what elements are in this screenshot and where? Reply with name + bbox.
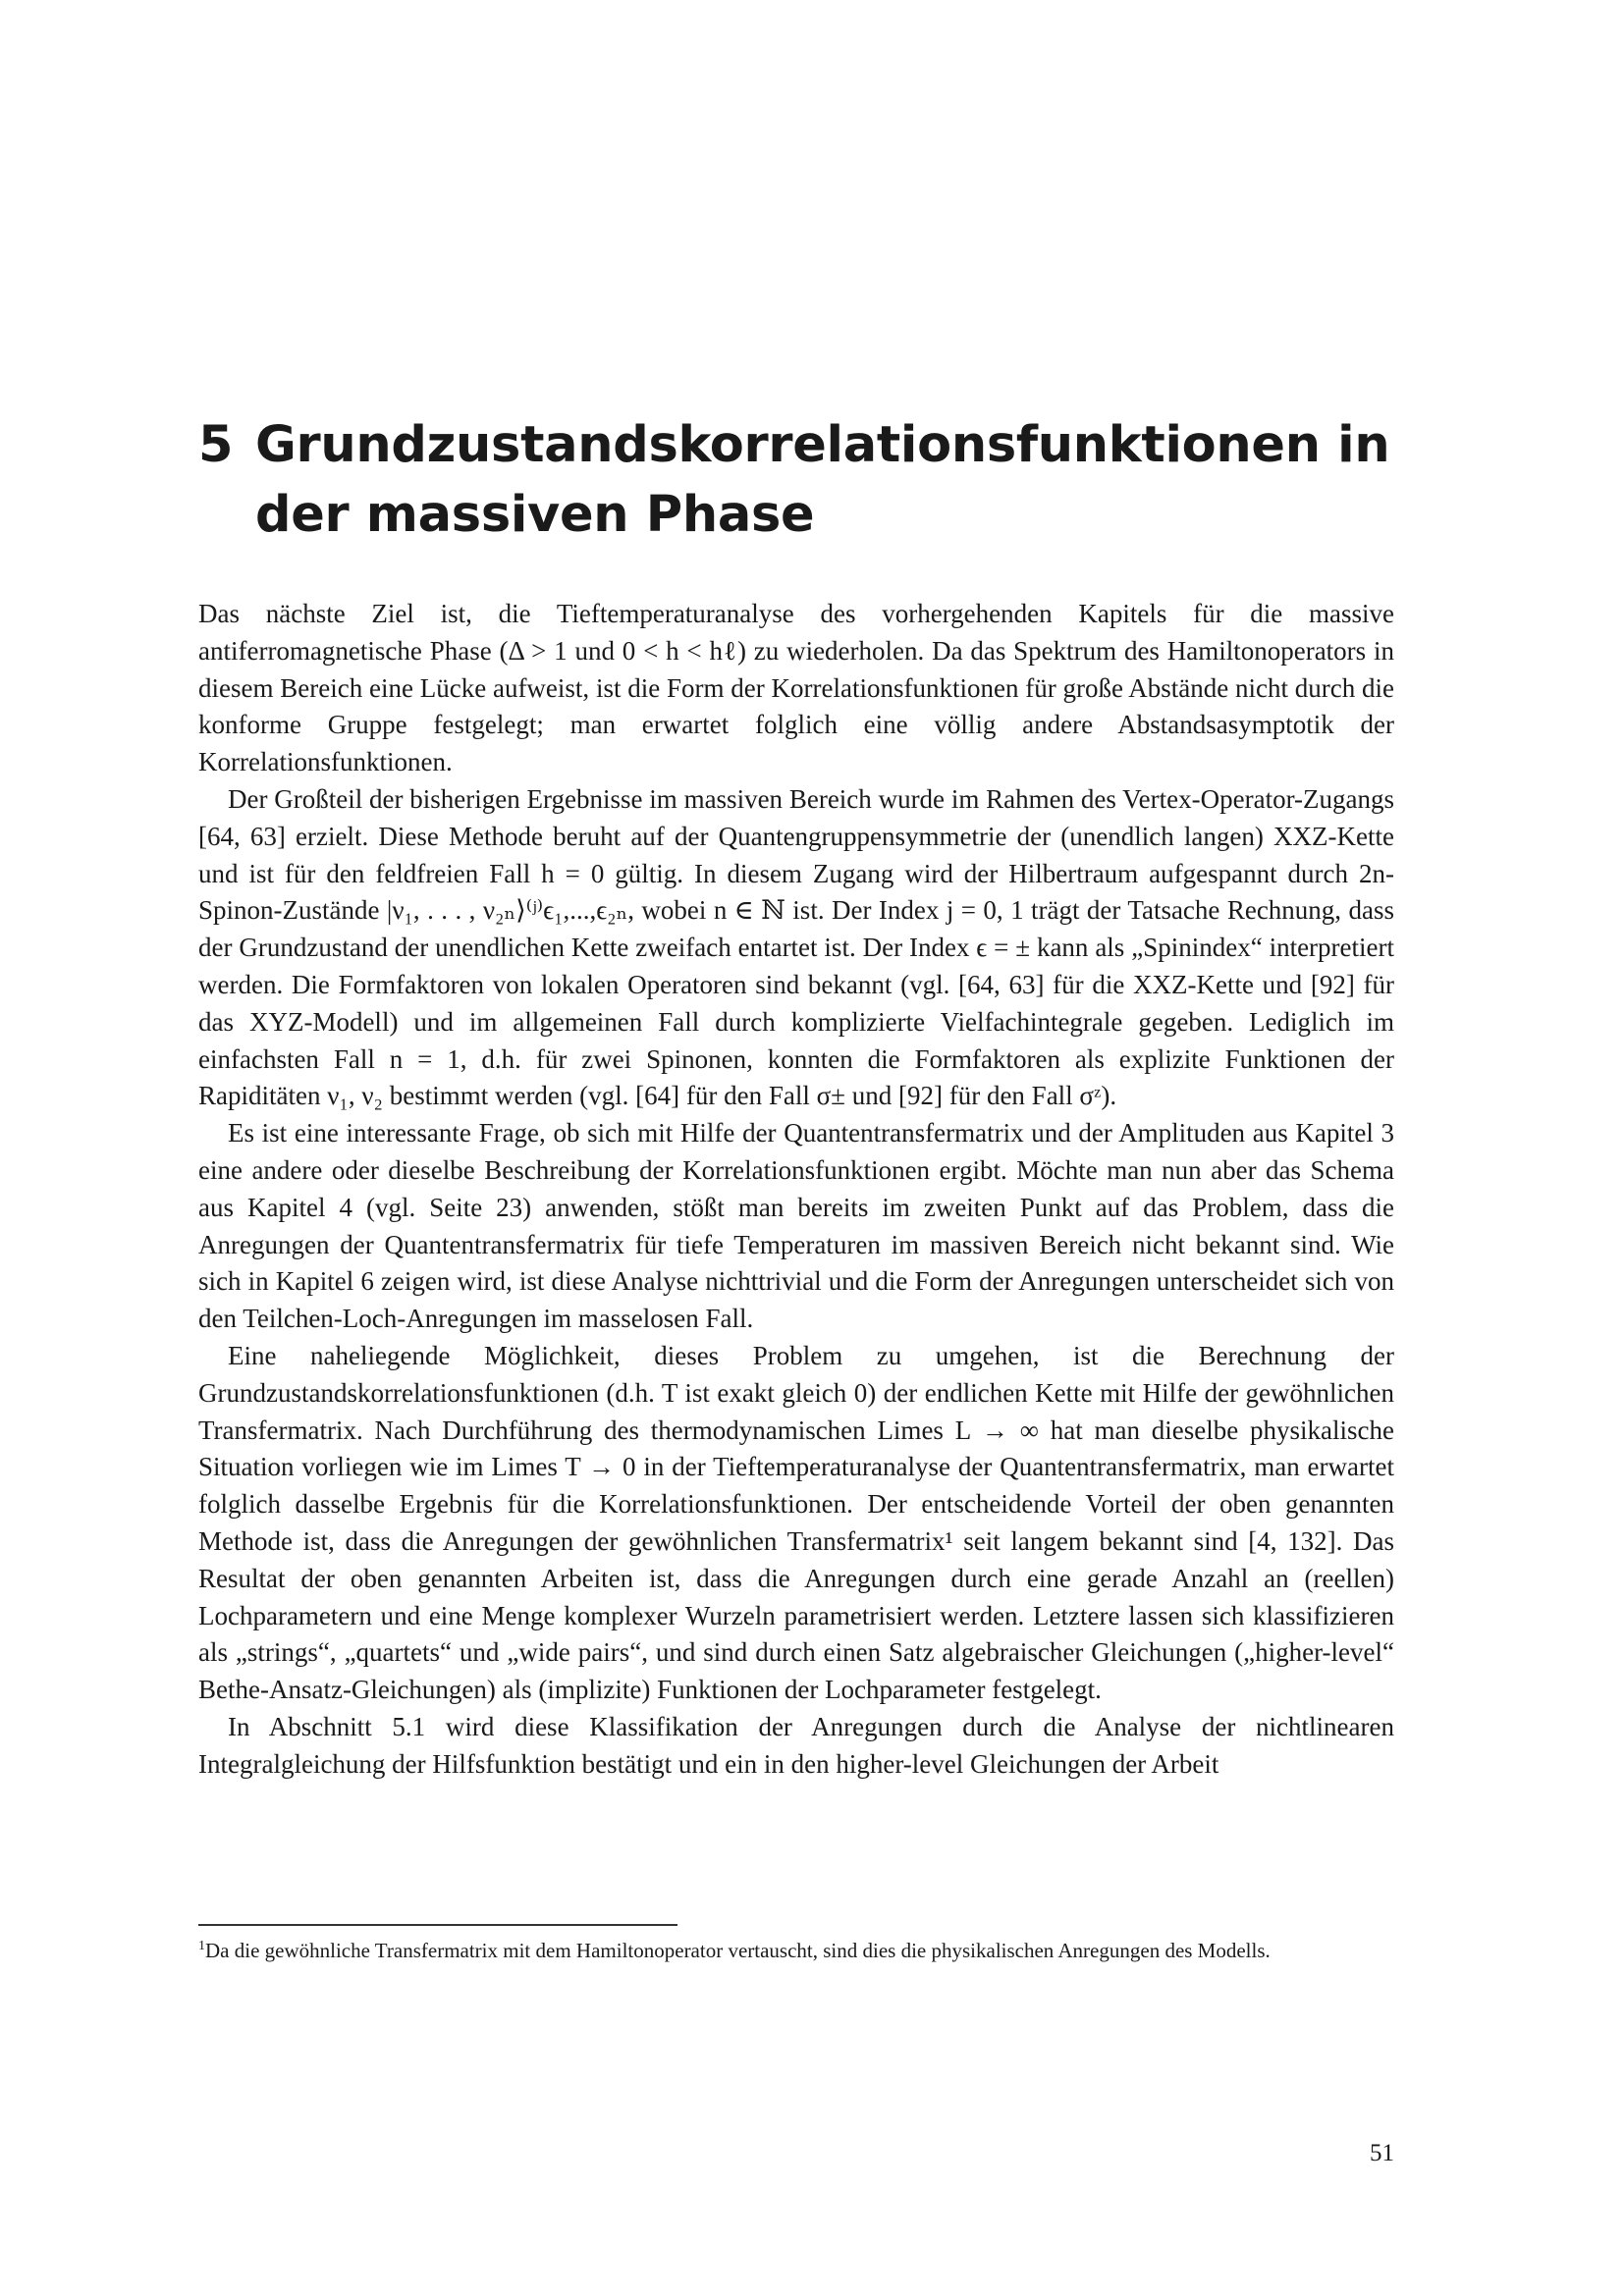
chapter-title — [198, 410, 1394, 550]
paragraph-1: Das nächste Ziel ist, die Tieftemperaturanalyse des vorhergehenden Kapitels für die massive antiferromagnetische Phase (Δ > 1 und 0 < h < hℓ) zu wiederholen. Da das Spektrum des Hamiltonoperators in diesem Bereich eine Lücke aufweist, ist die Form der Korrelationsfunktionen für große Abstände nicht durch die konforme Gruppe festgelegt; man erwartet folglich eine völlig andere Abstandsasymptotik der Korrelationsfunktionen. — [198, 599, 1394, 777]
footnote-divider — [198, 1924, 677, 1926]
chapter-number: 5 — [198, 416, 234, 474]
page-number: 51 — [1370, 2140, 1394, 2166]
body-text — [198, 596, 1394, 1784]
paragraph-2: Der Großteil der bisherigen Ergebnisse im massiven Bereich wurde im Rahmen des Vertex-Operator-Zugangs [64, 63] erzielt. Diese Methode beruht auf der Quantengruppensymmetrie der (unendlich langen) XXZ-Kette und ist für den feldfreien Fall h = 0 gültig. In diesem Zugang wird der Hilbertraum aufgespannt durch 2n-Spinon-Zustände |ν₁, . . . , ν₂ₙ⟩⁽ʲ⁾ϵ₁,...,ϵ₂ₙ, wobei n ∈ ℕ ist. Der Index j = 0, 1 trägt der Tatsache Rechnung, dass der Grundzustand der unendlichen Kette zweifach entartet ist. Der Index ϵ = ± kann als „Spinindex“ interpretiert werden. Die Formfaktoren von lokalen Operatoren sind bekannt (vgl. [64, 63] für die XXZ-Kette und [92] für das XYZ-Modell) und im allgemeinen Fall durch komplizierte Vielfachintegrale gegeben. Lediglich im einfachsten Fall n = 1, d.h. für zwei Spinonen, konnten die Formfaktoren als explizite Funktionen der Rapiditäten ν₁, ν₂ bestimmt werden (vgl. [64] für den Fall σ± und [92] für den Fall σᶻ). — [198, 783, 1394, 1111]
paragraph-3: Es ist eine interessante Frage, ob sich mit Hilfe der Quantentransfermatrix und der Amplituden aus Kapitel 3 eine andere oder dieselbe Beschreibung der Korrelationsfunktionen ergibt. Möchte man nun aber das Schema aus Kapitel 4 (vgl. Seite 23) anwenden, stößt man bereits im zweiten Punkt auf das Problem, dass die Anregungen der Quantentransfermatrix für tiefe Temperaturen im massiven Bereich nicht bekannt sind. Wie sich in Kapitel 6 zeigen wird, ist diese Analyse nichttrivial und die Form der Anregungen unterscheidet sich von den Teilchen-Loch-Anregungen im masselosen Fall. — [198, 1118, 1394, 1334]
paragraph-4: Eine naheliegende Möglichkeit, dieses Problem zu umgehen, ist die Berechnung der Grundzustandskorrelationsfunktionen (d.h. T ist exakt gleich 0) der endlichen Kette mit Hilfe der gewöhnlichen Transfermatrix. Nach Durchführung des thermodynamischen Limes L → ∞ hat man dieselbe physikalische Situation vorliegen wie im Limes T → 0 in der Tieftemperaturanalyse der Quantentransfermatrix, man erwartet folglich dasselbe Ergebnis für die Korrelationsfunktionen. Der entscheidende Vorteil der oben genannten Methode ist, dass die Anregungen der gewöhnlichen Transfermatrix¹ seit langem bekannt sind [4, 132]. Das Resultat der oben genannten Arbeiten ist, dass die Anregungen durch eine gerade Anzahl an (reellen) Lochparametern und eine Menge komplexer Wurzeln parametrisiert werden. Letztere lassen sich klassifizieren als „strings“, „quartets“ und „wide pairs“, und sind durch einen Satz algebraischer Gleichungen („higher-level“ Bethe-Ansatz-Gleichungen) als (implizite) Funktionen der Lochparameter festgelegt. — [198, 1340, 1394, 1705]
footnote-marker: 1 — [198, 1939, 205, 1953]
paragraph-5: In Abschnitt 5.1 wird diese Klassifikation der Anregungen durch die Analyse der nichtlinearen Integralgleichung der Hilfsfunktion bestätigt und ein in den higher-level Gleichungen der Arbeit — [198, 1711, 1394, 1779]
chapter-title-line1: Grundzustandskorrelationsfunktionen in — [255, 416, 1390, 474]
footnote — [198, 1932, 1394, 1965]
footnote-text: Da die gewöhnliche Transfermatrix mit dem Hamiltonoperator vertauscht, sind dies die physikalischen Anregungen des Modells. — [205, 1939, 1271, 1962]
chapter-title-line2: der massiven Phase — [255, 486, 815, 544]
